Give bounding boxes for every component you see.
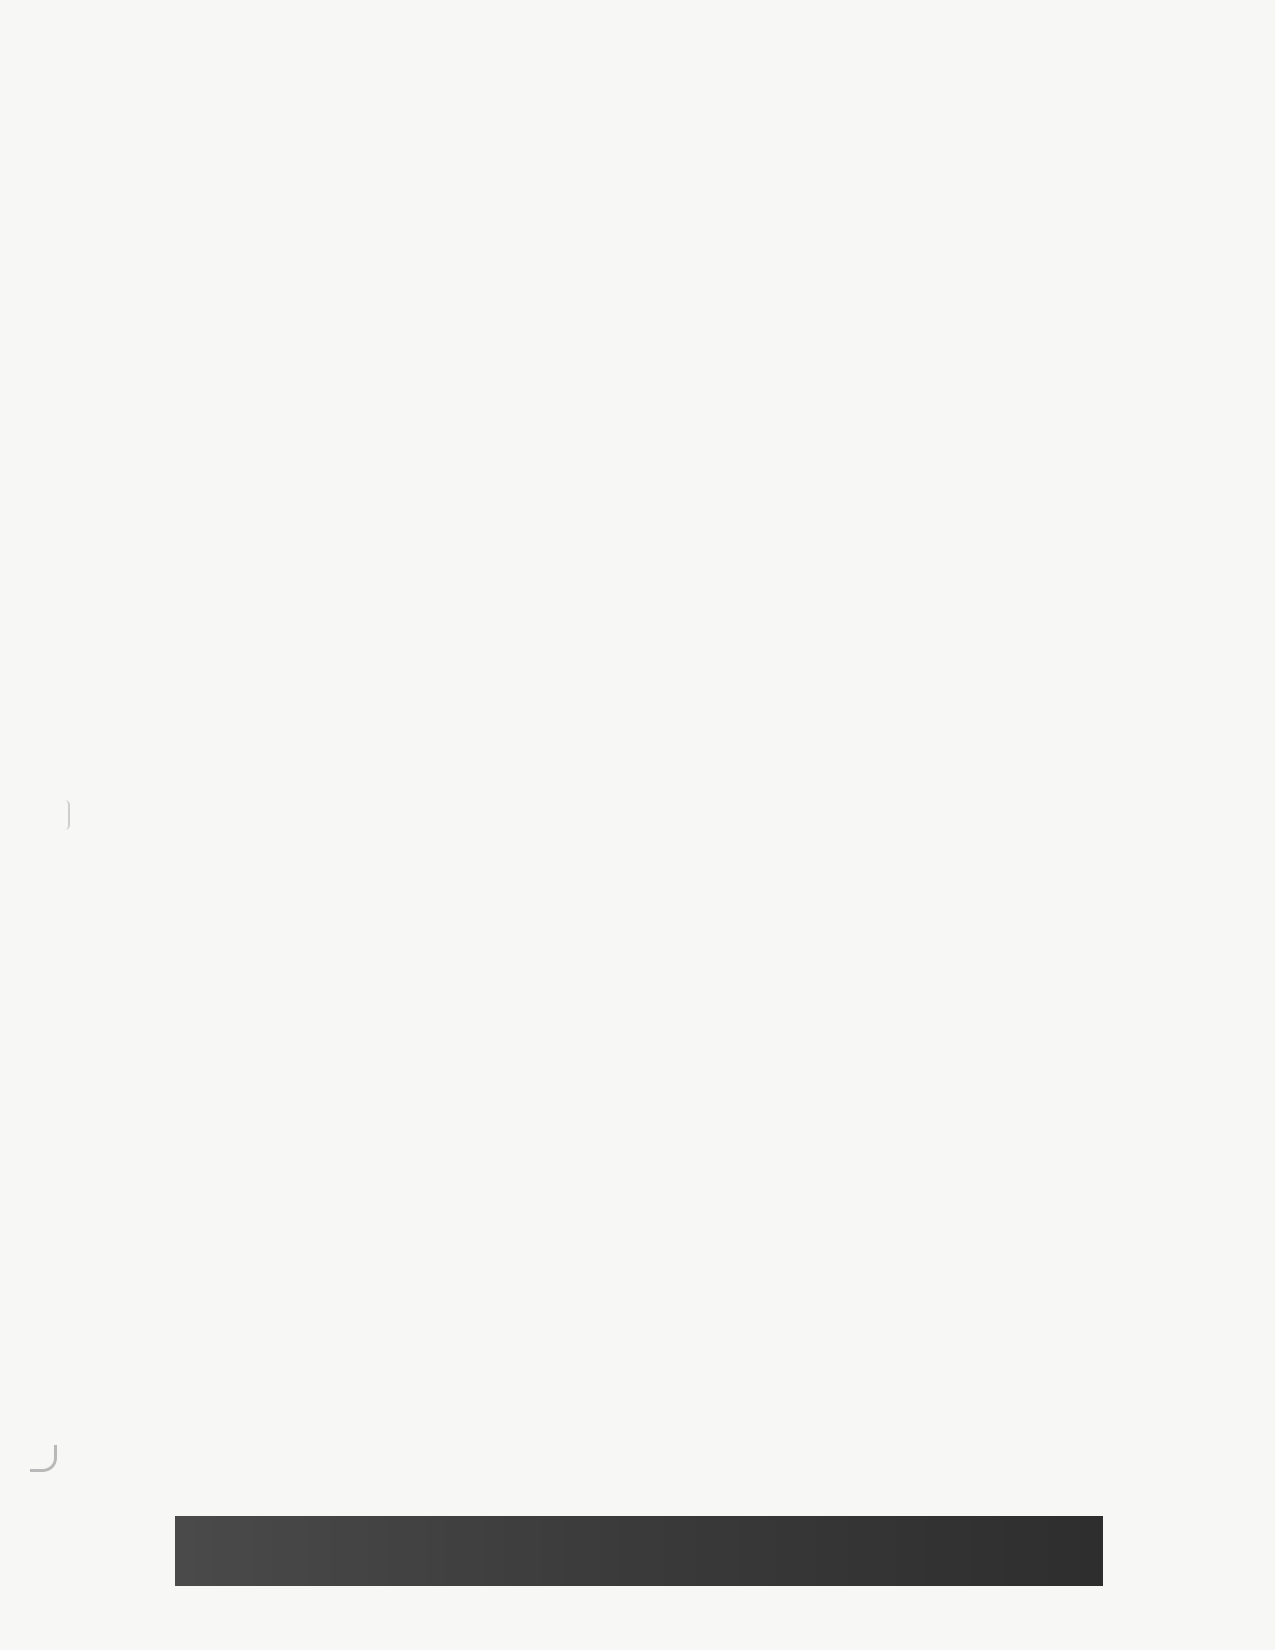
scan-mark <box>30 1445 57 1472</box>
page-footer <box>175 1516 1103 1586</box>
sections-container <box>178 173 1100 180</box>
scan-mark <box>60 800 70 830</box>
catalog-page <box>178 173 1100 180</box>
faculty-continuation <box>178 173 1100 180</box>
